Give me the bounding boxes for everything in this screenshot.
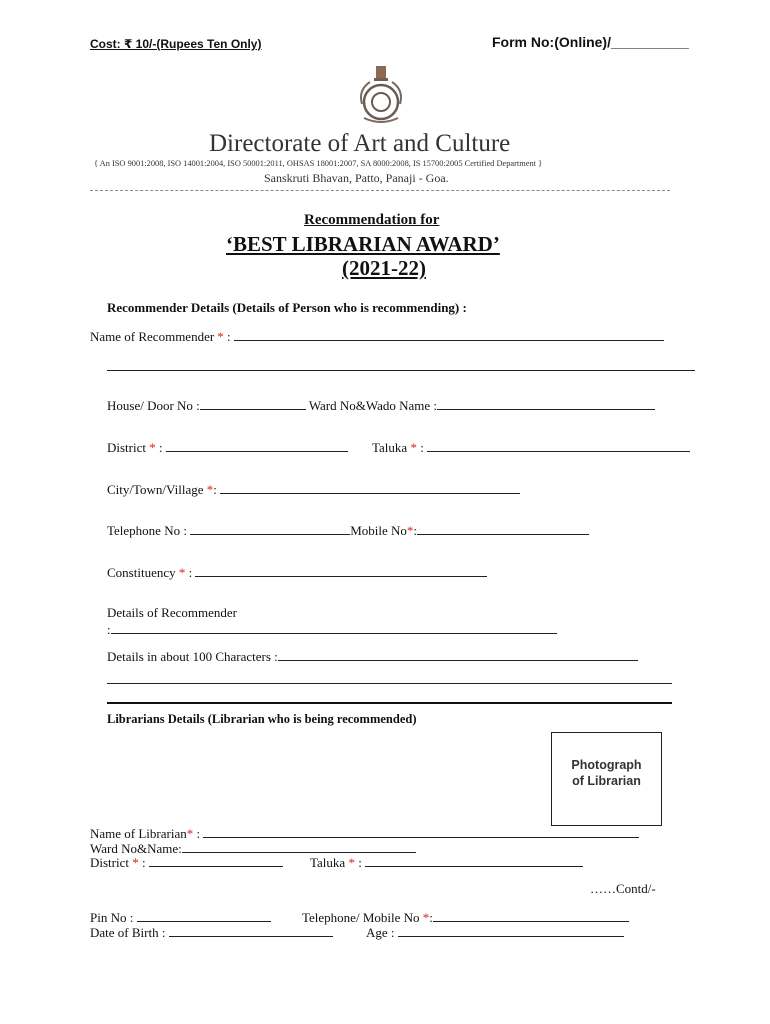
librarian-district-row: District * : xyxy=(90,854,283,871)
pin-field[interactable] xyxy=(137,909,271,922)
photo-label-line1: Photograph xyxy=(571,758,642,772)
heading-recommendation: Recommendation for xyxy=(304,212,440,228)
dob-row: Date of Birth : xyxy=(90,924,333,941)
librarian-photo-box[interactable] xyxy=(551,732,662,826)
recommender-taluka-field[interactable] xyxy=(427,439,690,452)
librarian-ward-field[interactable] xyxy=(182,840,416,853)
age-row: Age : xyxy=(366,924,624,941)
city-row: City/Town/Village *: xyxy=(107,481,520,498)
certifications-text: { An ISO 9001:2008, ISO 14001:2004, ISO 50001:2011, OHSAS 18001:2007, SA 8000:2008, IS 15700:2005 Certified Department } xyxy=(94,159,543,168)
librarian-phone-field[interactable] xyxy=(433,909,629,922)
heading-award-title: ‘BEST LIBRARIAN AWARD’ xyxy=(226,232,500,256)
form-number: Form No:(Online)/__________ xyxy=(492,34,689,50)
district-row: District * : xyxy=(107,439,348,456)
librarian-section-title: Librarians Details (Librarian who is being recommended) xyxy=(107,712,417,726)
recommender-section-title: Recommender Details (Details of Person who is recommending) : xyxy=(107,300,467,315)
librarian-district-field[interactable] xyxy=(149,854,283,867)
section-divider xyxy=(107,702,672,704)
librarian-ward-row: Ward No&Name: xyxy=(90,840,416,857)
pin-row: Pin No : xyxy=(90,909,271,926)
librarian-phone-row: Telephone/ Mobile No *: xyxy=(302,909,629,926)
constituency-row: Constituency * : xyxy=(107,564,487,581)
telephone-field[interactable] xyxy=(190,522,350,535)
recommender-name-row: Name of Recommender * : xyxy=(90,328,664,345)
city-field[interactable] xyxy=(220,481,520,494)
goa-emblem-icon xyxy=(352,64,410,128)
details-chars-field[interactable] xyxy=(278,648,638,661)
cost-text: Cost: ₹ 10/-(Rupees Ten Only) xyxy=(90,37,262,51)
details-chars-row: Details in about 100 Characters : xyxy=(107,648,638,665)
recommender-details-label: Details of Recommender xyxy=(107,605,237,620)
house-door-field[interactable] xyxy=(200,397,306,410)
recommender-name-field[interactable] xyxy=(234,328,664,341)
photo-label-line2: of Librarian xyxy=(572,774,641,788)
taluka-row: Taluka * : xyxy=(372,439,690,456)
recommender-details-row: : xyxy=(107,621,557,638)
librarian-name-field[interactable] xyxy=(203,825,639,838)
librarian-name-row: Name of Librarian* : xyxy=(90,825,639,842)
telephone-mobile-row: Telephone No : Mobile No*: xyxy=(107,522,589,539)
house-ward-row: House/ Door No : Ward No&Wado Name : xyxy=(107,397,655,414)
address-text: Sanskruti Bhavan, Patto, Panaji - Goa. xyxy=(264,171,449,185)
recommender-details-field[interactable] xyxy=(111,621,557,634)
dob-field[interactable] xyxy=(169,924,333,937)
continued-text: ……Contd/- xyxy=(590,881,656,896)
directorate-title: Directorate of Art and Culture xyxy=(209,130,511,157)
recommender-district-field[interactable] xyxy=(166,439,348,452)
heading-year: (2021-22) xyxy=(342,256,426,280)
recommender-name-extra-line[interactable] xyxy=(107,370,695,371)
constituency-field[interactable] xyxy=(195,564,487,577)
age-field[interactable] xyxy=(398,924,624,937)
letterhead-divider xyxy=(90,190,670,191)
details-extra-line-1[interactable] xyxy=(107,683,672,684)
mobile-field[interactable] xyxy=(417,522,589,535)
librarian-taluka-row: Taluka * : xyxy=(310,854,583,871)
librarian-taluka-field[interactable] xyxy=(365,854,583,867)
ward-name-field[interactable] xyxy=(437,397,655,410)
